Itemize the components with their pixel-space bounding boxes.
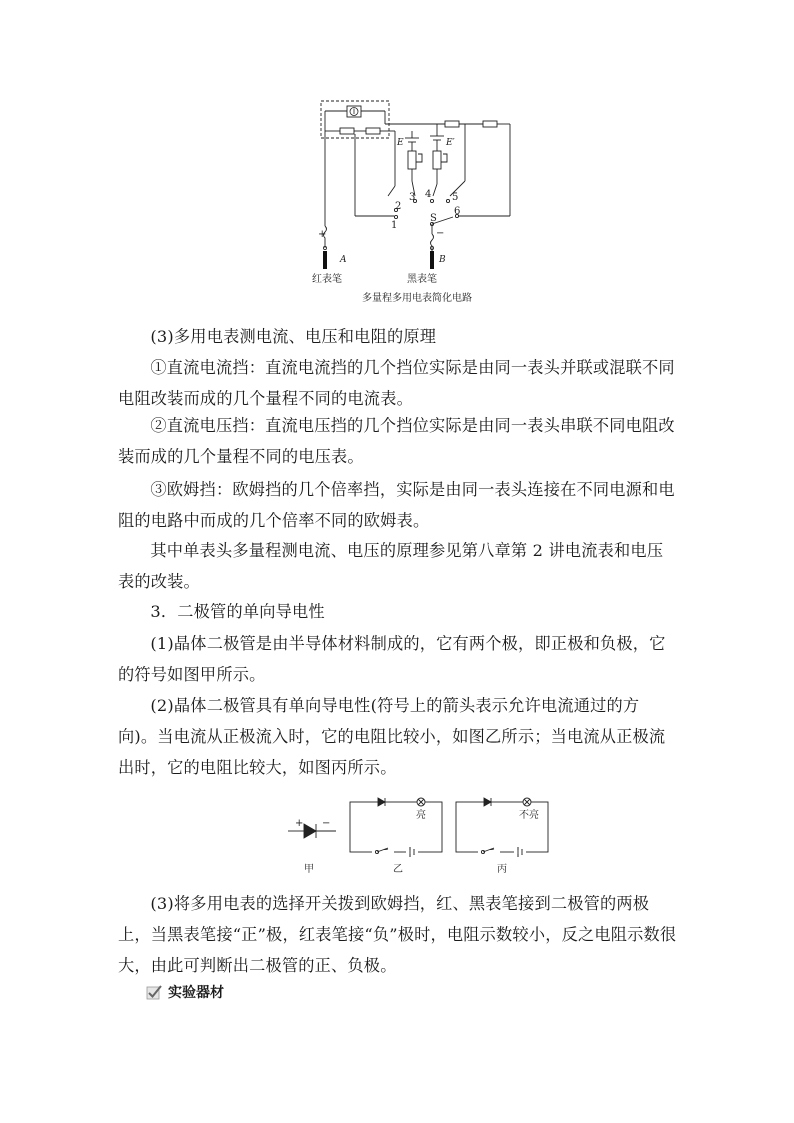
figure1-caption: 多量程多用电表简化电路 xyxy=(362,293,472,304)
label-2: 2 xyxy=(395,201,402,212)
label-not-bright: 不亮 xyxy=(519,810,539,821)
label-5: 5 xyxy=(452,192,459,203)
label-3: 3 xyxy=(409,192,416,203)
label-E-prime: E′ xyxy=(446,138,455,148)
label-B: B xyxy=(439,255,446,265)
fig-jia-plus: + xyxy=(295,818,304,829)
multimeter-circuit-diagram xyxy=(300,96,530,311)
label-yi: 乙 xyxy=(393,864,403,875)
label-minus: − xyxy=(436,228,445,239)
label-4: 4 xyxy=(425,189,432,200)
paragraph-dc-voltage: ②直流电压挡：直流电压挡的几个挡位实际是由同一表头串联不同电阻改装而成的几个量程不同的电压表。 xyxy=(118,416,675,466)
paragraph-diode-3: (3)将多用电表的选择开关拨到欧姆挡，红、黑表笔接到二极管的两极上，当黑表笔接“正”极，红表笔接“负”极时，电阻示数较小，反之电阻示数很大，由此可判断出二极管的正、负极。 xyxy=(118,894,677,975)
check-icon xyxy=(146,984,162,1000)
diode-circuits-figure xyxy=(280,792,550,876)
label-jia: 甲 xyxy=(304,864,314,875)
fig-jia-minus: − xyxy=(322,818,331,829)
diode-circuits-diagram xyxy=(280,792,550,876)
label-6: 6 xyxy=(454,206,461,217)
label-bing: 丙 xyxy=(497,864,507,875)
paragraph-diode-2: (2)晶体二极管具有单向导电性(符号上的箭头表示允许电流通过的方向)。当电流从正极流入时，它的电阻比较小，如图乙所示；当电流从正极流出时，它的电阻比较大，如图丙所示。 xyxy=(118,696,666,777)
section-title: 实验器材 xyxy=(168,985,224,1001)
paragraph-dc-current: ①直流电流挡：直流电流挡的几个挡位实际是由同一表头并联或混联不同电阻改装而成的几个量程不同的电流表。 xyxy=(118,358,675,408)
red-probe-label: 红表笔 xyxy=(312,274,342,285)
heading-diode: 3．二极管的单向导电性 xyxy=(150,602,325,621)
label-1: 1 xyxy=(391,220,398,231)
label-plus: + xyxy=(318,229,327,240)
label-S: S xyxy=(430,213,437,224)
label-E: E xyxy=(397,138,404,148)
label-bright: 亮 xyxy=(416,810,426,821)
black-probe-label: 黑表笔 xyxy=(407,274,437,285)
paragraph-diode-1: (1)晶体二极管是由半导体材料制成的，它有两个极，即正极和负极，它的符号如图甲所示。 xyxy=(118,634,666,684)
paragraph-principle-heading: (3)多用电表测电流、电压和电阻的原理 xyxy=(150,327,437,346)
paragraph-note: 其中单表头多量程测电流、电压的原理参见第八章第 2 讲电流表和电压表的改装。 xyxy=(118,541,664,591)
multimeter-circuit-figure xyxy=(300,96,530,311)
section-heading-equipment xyxy=(146,982,224,1002)
label-A: A xyxy=(340,255,347,265)
paragraph-ohm: ③欧姆挡：欧姆挡的几个倍率挡，实际是由同一表头连接在不同电源和电阻的电路中而成的几个倍率不同的欧姆表。 xyxy=(118,480,675,530)
